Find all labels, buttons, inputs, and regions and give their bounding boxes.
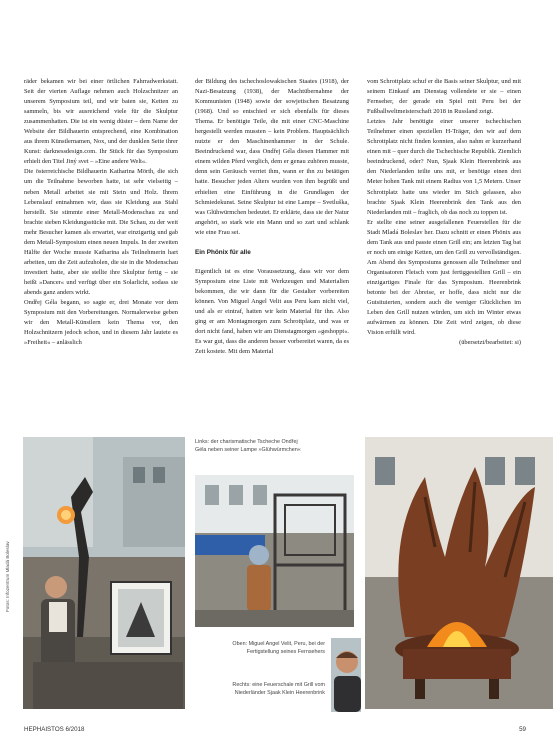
article-column-1: [24, 77, 178, 348]
paragraph: Eigentlich ist es eine Voraussetzung, dass wir vor dem Symposium eine Liste mit Werkzeugen und Materialien bekommen, die wir dann für die Gestalter vorbereiten können. Von Miguel Angel Velit aus Peru kam nicht viel, und als er eintraf, hatten wir kein Material für ihn. Also ging er am Montagmorgen zum Schrottplatz, und was er dort nicht fand, haben wir am Dienstagmorgen »geshoppt«. Es war gut, dass die anderen besser vorbereitet waren, da es Zeit kostete. Mit dem Material: [195, 267, 349, 356]
article-column-3: [367, 77, 521, 348]
section-heading: Ein Phönix für alle: [195, 248, 251, 256]
caption-tv: Oben: Miguel Angel Velit, Peru, bei der Fertigstellung seines Fernsehers: [232, 641, 325, 656]
article-column-2: [195, 77, 349, 357]
signoff: (übersetzt/bearbeitet: si): [459, 339, 521, 347]
paragraph: Er stellte eine seiner ausgefallenen Feuerstellen für die Stadt Mladá Boleslav her. Dazu schnitt er einen Phönix aus dem Tank aus und passte einen Grill ein; am letzten Tag bat er noch um einige Ketten, um den Grill zu vervollständigen. Am Abend des Symposiums genossen alle Teilnehmer und Organisatoren Fleisch vom just fertiggestellten Grill – ein einzigartiges Finale für das Symposium. Heerenbrink betonte bei der Abreise, er hoffe, dass nicht nur die Gutsituierten, sondern auch die weniger Glücklichen im Leben den Grill nutzen würden, um sich im Winter etwas aufwärmen zu können. Die Zeit wird zeigen, ob diese Vision erfüllt wird.: [367, 218, 521, 337]
paragraph: Ondřej Géla begann, so sagte er, drei Monate vor dem Symposium mit den Vorbereitungen. Normalerweise geben wir den Metall-Künstlern kein Thema vor, den Holzschnitzern jedoch schon, und in diesem Jahr lautete es »Freiheit« – anlässlich: [24, 299, 178, 347]
photo-credit: Fotos: Infozentrum Mladá Boleslav: [5, 541, 10, 612]
footer-page-number: 59: [519, 726, 526, 733]
photo-lamp-sculpture: [23, 437, 185, 709]
paragraph: räder bekamen wir bei einer örtlichen Fahrradwerkstatt. Seit der vierten Auflage nehmen auch Holzschnitzer an unserem Symposium teil, und wir baten sie, Ketten zu sammeln, bis wir ausreichend viele für die Skulptur zusammenhatten. Die ist ein wenig düster – dem Name der Website der Bildhauerin entsprechend, eine Kombination aus ihrem Künstlernamen, Nox, und der dunklen Seite ihrer Kunst: darknessdesign.com. Ihr Stück für das Symposium erhielt den Titel Jiný svet – »Eine andere Welt«.: [24, 78, 178, 166]
caption-lamp: Links: der charismatische Tscheche Ondřej Géla neben seiner Lampe »Glühwürmchen«: [195, 439, 301, 454]
photo-phoenix-firebowl: [365, 437, 553, 709]
paragraph: Letztes Jahr benötigte einer unserer tschechischen Teilnehmer einen speziellen H-Träger, den wir auf dem Schrottplatz nicht finden konnten, also nahm er kurzerhand einen mit – quer durch die Tschechische Republik. Ziemlich beeindruckend, oder? Nun, Sjaak Klein Heerenbrink aus den Niederlanden teilte uns mit, er benötige einen drei Meter hohen Tank mit einem Radius von 1,5 Metern. Unser Schrottplatz hatte uns wieder im Stich gelassen, also brachte Sjaak Klein Heerenbrink den Tank aus den Niederlanden mit – fraglich, ob das noch zu toppen ist.: [367, 118, 522, 216]
footer-magazine: HEPHAISTOS 6/2018: [24, 726, 85, 733]
paragraph: vom Schrottplatz schuf er die Basis seiner Skulptur, und mit seinem Einkauf am Dienstag vollendete er sie – einen Fernseher, der gerade ein Spiel mit Peru bei der Fußballweltmeisterschaft 2018 in Russland zeigt.: [367, 78, 521, 116]
photo-tv-sculpture: [195, 475, 354, 627]
caption-grill: Rechts: eine Feuerschale mit Grill vom Niederländer Sjaak Klein Heerenbrink: [232, 682, 325, 697]
paragraph: Die österreichische Bildhauerin Katharina Mörth, die sich um die Teilnahme beworben hatte, ist sehr vielseitig – neben Metall arbeitet sie mit Stein und Holz. Ihrem Lebenslauf entnahmen wir, dass sie Kleidung aus Stahl herstellt. Sie stimmte einer Metall-Modenschau zu und brachte sieben Kleidungsstücke mit. Die Schau, zu der weit mehr Besucher kamen als erwartet, war einzigartig und gab dem Metall-Symposium einen neuen Impuls. In der zweiten Hälfte der Woche musste Katharina als Teilnehmerin hart arbeiten, um die Zeit aufzuholen, die sie in die Modenschau investiert hatte, aber sie stellte ihre Skulptur fertig – sie heißt »Dancer« und verfügt über ein Solarlicht, sodass sie abends ganz anders wirkt.: [24, 168, 178, 296]
paragraph: der Bildung des tschechoslowakischen Staates (1918), der Nazi-Besatzung (1938), der Machtübernahme der Kommunisten (1948) sowie der sowjetischen Besatzung (1968). Und so entschied er sich ebenfalls für dieses Thema. Er benötigte Teile, die mit einer CNC-Maschine hergestellt werden mussten – kein Problem. Hauptsächlich nutzte er den Maschinenhammer in der Schule. Beeindruckend war, dass Ondřej Géla diesen Hammer mit einem wilden Pferd verglich, dem er genau zuhören musste, denn sein Geräusch verriet ihm, wann er ihn zu betätigen hatte. Besucher jeden Alters wurden von ihm begrüßt und erhielten eine Einführung in die Grundlagen der Schmiedekunst. Seine Skulptur ist eine Lampe – Svetluška, was Glühwürmchen bedeutet. Er erklärte, dass sie der Natur angehört, so stark wie ein Mann und so zart und schlank wie eine Frau sei.: [195, 78, 349, 236]
photo-portrait: [331, 638, 361, 712]
